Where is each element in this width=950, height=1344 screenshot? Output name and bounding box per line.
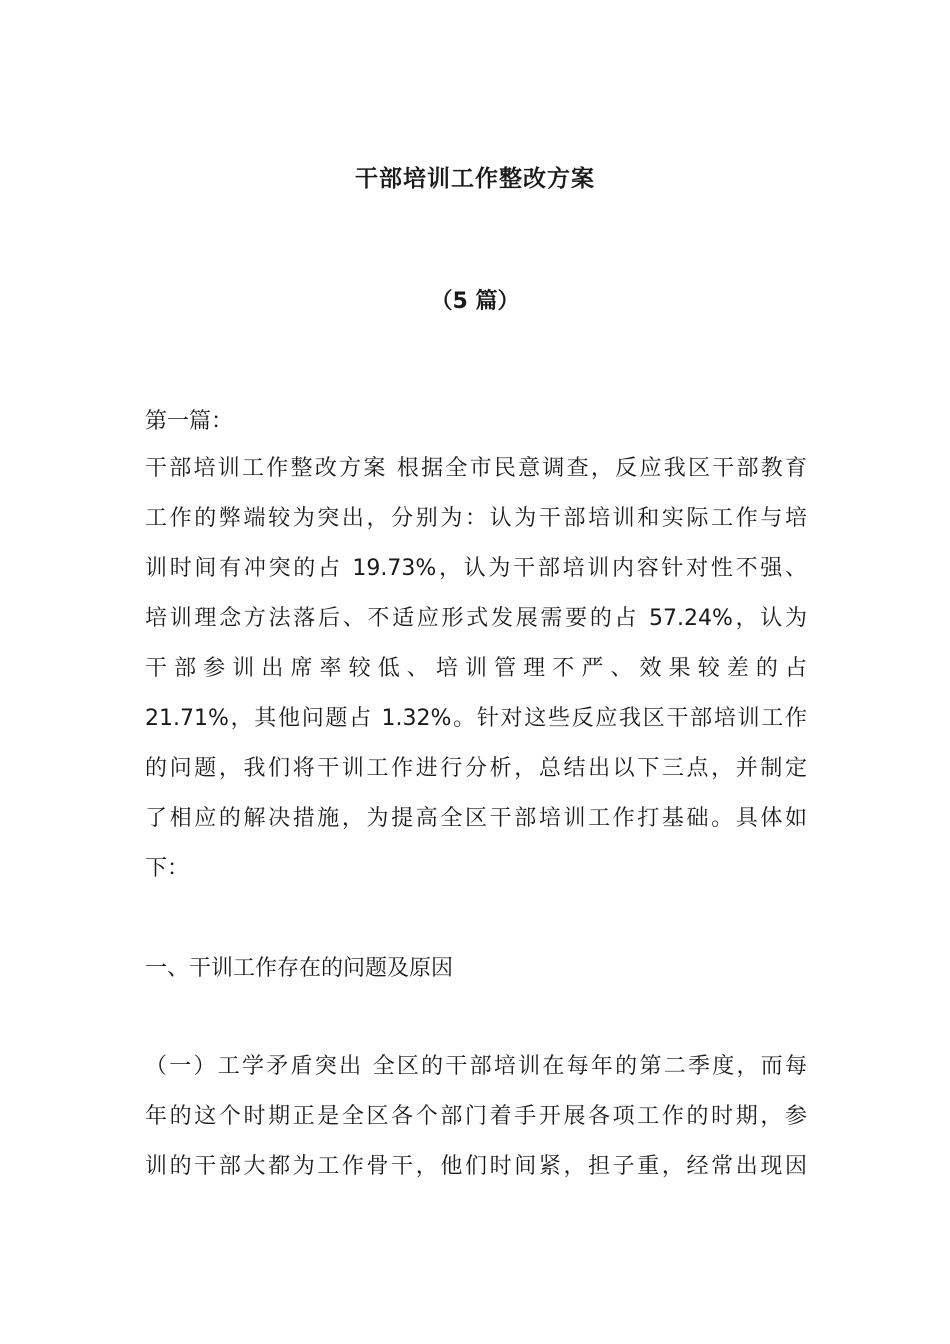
document-subtitle: （5 篇） bbox=[430, 289, 520, 314]
sub-section-paragraph bbox=[145, 1042, 807, 1192]
paragraph-line: 干部参训出席率较低、培训管理不严、效果较差的占 bbox=[145, 656, 807, 681]
section-heading-text: 一、干训工作存在的问题及原因 bbox=[145, 956, 454, 981]
paragraph-line: 干部培训工作整改方案 根据全市民意调查，反应我区干部教育 bbox=[145, 456, 807, 481]
paragraph-line: 下： bbox=[145, 856, 190, 881]
section-heading bbox=[145, 944, 807, 994]
paragraph-line: 工作的弊端较为突出，分别为：认为干部培训和实际工作与培 bbox=[145, 506, 807, 531]
document-title: 干部培训工作整改方案 bbox=[355, 166, 595, 192]
part-label bbox=[145, 397, 807, 447]
paragraph-line: 21.71%，其他问题占 1.32%。针对这些反应我区干部培训工作 bbox=[145, 706, 807, 731]
intro-paragraph bbox=[145, 444, 807, 894]
paragraph-line: 训的干部大都为工作骨干，他们时间紧，担子重，经常出现因 bbox=[145, 1154, 807, 1179]
part-label-text: 第一篇： bbox=[145, 409, 234, 434]
paragraph-line: 年的这个时期正是全区各个部门着手开展各项工作的时期，参 bbox=[145, 1104, 807, 1129]
paragraph-line: 了相应的解决措施，为提高全区干部培训工作打基础。具体如 bbox=[145, 806, 807, 831]
paragraph-line: 培训理念方法落后、不适应形式发展需要的占 57.24%，认为 bbox=[145, 606, 807, 631]
paragraph-line: 训时间有冲突的占 19.73%，认为干部培训内容针对性不强、 bbox=[145, 556, 807, 581]
paragraph-line: 的问题，我们将干训工作进行分析，总结出以下三点，并制定 bbox=[145, 756, 807, 781]
paragraph-line: （一）工学矛盾突出 全区的干部培训在每年的第二季度，而每 bbox=[145, 1054, 807, 1079]
